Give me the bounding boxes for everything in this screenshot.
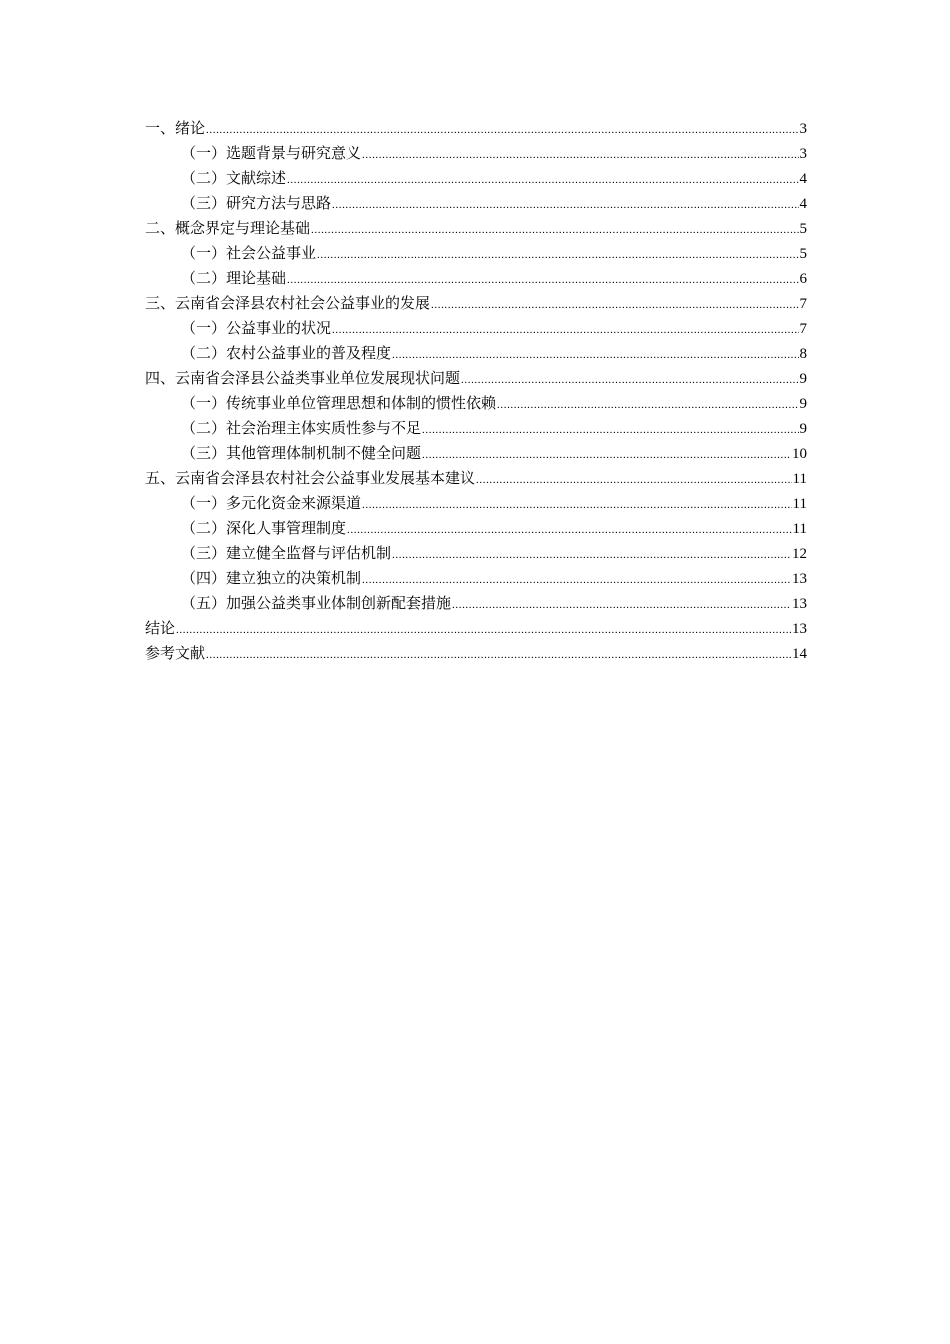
toc-page-number: 13 [792, 596, 807, 612]
toc-entry-title: （二）深化人事管理制度 [181, 519, 347, 537]
toc-dot-leader [422, 418, 798, 443]
toc-entry-title: 五、云南省会泽县农村社会公益事业发展基本建议 [145, 469, 476, 487]
toc-entry[interactable] [145, 616, 807, 641]
toc-page-number: 7 [799, 296, 807, 312]
toc-dot-leader [461, 368, 798, 393]
toc-page-number: 12 [792, 546, 807, 562]
toc-entry[interactable] [145, 466, 807, 491]
toc-dot-leader [362, 568, 791, 593]
toc-page-number: 4 [799, 196, 807, 212]
toc-entry[interactable] [145, 341, 807, 366]
toc-entry[interactable] [145, 641, 807, 666]
toc-dot-leader [392, 343, 798, 368]
toc-dot-leader [311, 218, 798, 243]
toc-dot-leader [287, 168, 798, 193]
toc-dot-leader [332, 193, 798, 218]
toc-dot-leader [347, 518, 792, 543]
toc-dot-leader [206, 118, 798, 143]
toc-entry-title: （一）社会公益事业 [181, 244, 317, 262]
toc-dot-leader [497, 393, 798, 418]
toc-page-number: 10 [792, 446, 807, 462]
toc-dot-leader [176, 618, 791, 643]
toc-entry[interactable] [145, 591, 807, 616]
toc-entry-title: （三）其他管理体制机制不健全问题 [181, 444, 422, 462]
toc-entry[interactable] [145, 166, 807, 191]
toc-page-number: 13 [792, 621, 807, 637]
toc-entry[interactable] [145, 416, 807, 441]
toc-dot-leader [362, 493, 792, 518]
toc-page-number: 5 [799, 221, 807, 237]
table-of-contents [145, 116, 807, 666]
toc-entry[interactable] [145, 366, 807, 391]
toc-entry[interactable] [145, 491, 807, 516]
toc-page-number: 13 [792, 571, 807, 587]
toc-entry-title: （一）多元化资金来源渠道 [181, 494, 362, 512]
toc-dot-leader [431, 293, 798, 318]
toc-page-number: 11 [792, 471, 807, 487]
toc-entry[interactable] [145, 441, 807, 466]
toc-entry[interactable] [145, 116, 807, 141]
toc-entry-title: （二）社会治理主体实质性参与不足 [181, 419, 422, 437]
toc-page-number: 3 [799, 146, 807, 162]
toc-entry[interactable] [145, 316, 807, 341]
toc-entry[interactable] [145, 291, 807, 316]
toc-entry[interactable] [145, 241, 807, 266]
toc-entry-title: 参考文献 [145, 644, 206, 662]
toc-page-number: 14 [792, 646, 807, 662]
toc-entry[interactable] [145, 541, 807, 566]
toc-page-number: 4 [799, 171, 807, 187]
toc-dot-leader [422, 443, 791, 468]
toc-dot-leader [452, 593, 791, 618]
toc-page-number: 7 [799, 321, 807, 337]
toc-entry-title: （二）理论基础 [181, 269, 287, 287]
toc-entry-title: （四）建立独立的决策机制 [181, 569, 362, 587]
toc-entry[interactable] [145, 216, 807, 241]
toc-dot-leader [332, 318, 798, 343]
toc-entry[interactable] [145, 566, 807, 591]
toc-entry-title: 一、绪论 [145, 119, 206, 137]
toc-entry[interactable] [145, 266, 807, 291]
toc-dot-leader [362, 143, 798, 168]
toc-dot-leader [317, 243, 798, 268]
toc-entry-title: （一）选题背景与研究意义 [181, 144, 362, 162]
toc-entry-title: （五）加强公益类事业体制创新配套措施 [181, 594, 452, 612]
toc-entry-title: 结论 [145, 619, 176, 637]
toc-entry-title: （二）农村公益事业的普及程度 [181, 344, 392, 362]
toc-page-number: 6 [799, 271, 807, 287]
toc-dot-leader [476, 468, 792, 493]
toc-entry[interactable] [145, 391, 807, 416]
toc-entry-title: 二、概念界定与理论基础 [145, 219, 311, 237]
toc-page-number: 5 [799, 246, 807, 262]
toc-entry-title: （一）公益事业的状况 [181, 319, 332, 337]
toc-page-number: 9 [799, 396, 807, 412]
toc-page-number: 11 [792, 521, 807, 537]
toc-page-number: 9 [799, 371, 807, 387]
toc-entry-title: （三）建立健全监督与评估机制 [181, 544, 392, 562]
toc-page-number: 3 [799, 121, 807, 137]
toc-entry-title: 三、云南省会泽县农村社会公益事业的发展 [145, 294, 431, 312]
toc-entry-title: （一）传统事业单位管理思想和体制的惯性依赖 [181, 394, 497, 412]
toc-page-number: 11 [792, 496, 807, 512]
toc-entry-title: 四、云南省会泽县公益类事业单位发展现状问题 [145, 369, 461, 387]
toc-dot-leader [287, 268, 798, 293]
toc-entry-title: （二）文献综述 [181, 169, 287, 187]
toc-entry[interactable] [145, 141, 807, 166]
toc-entry[interactable] [145, 516, 807, 541]
toc-entry-title: （三）研究方法与思路 [181, 194, 332, 212]
toc-entry[interactable] [145, 191, 807, 216]
toc-dot-leader [392, 543, 791, 568]
toc-page-number: 8 [799, 346, 807, 362]
toc-dot-leader [206, 643, 791, 668]
toc-page-number: 9 [799, 421, 807, 437]
